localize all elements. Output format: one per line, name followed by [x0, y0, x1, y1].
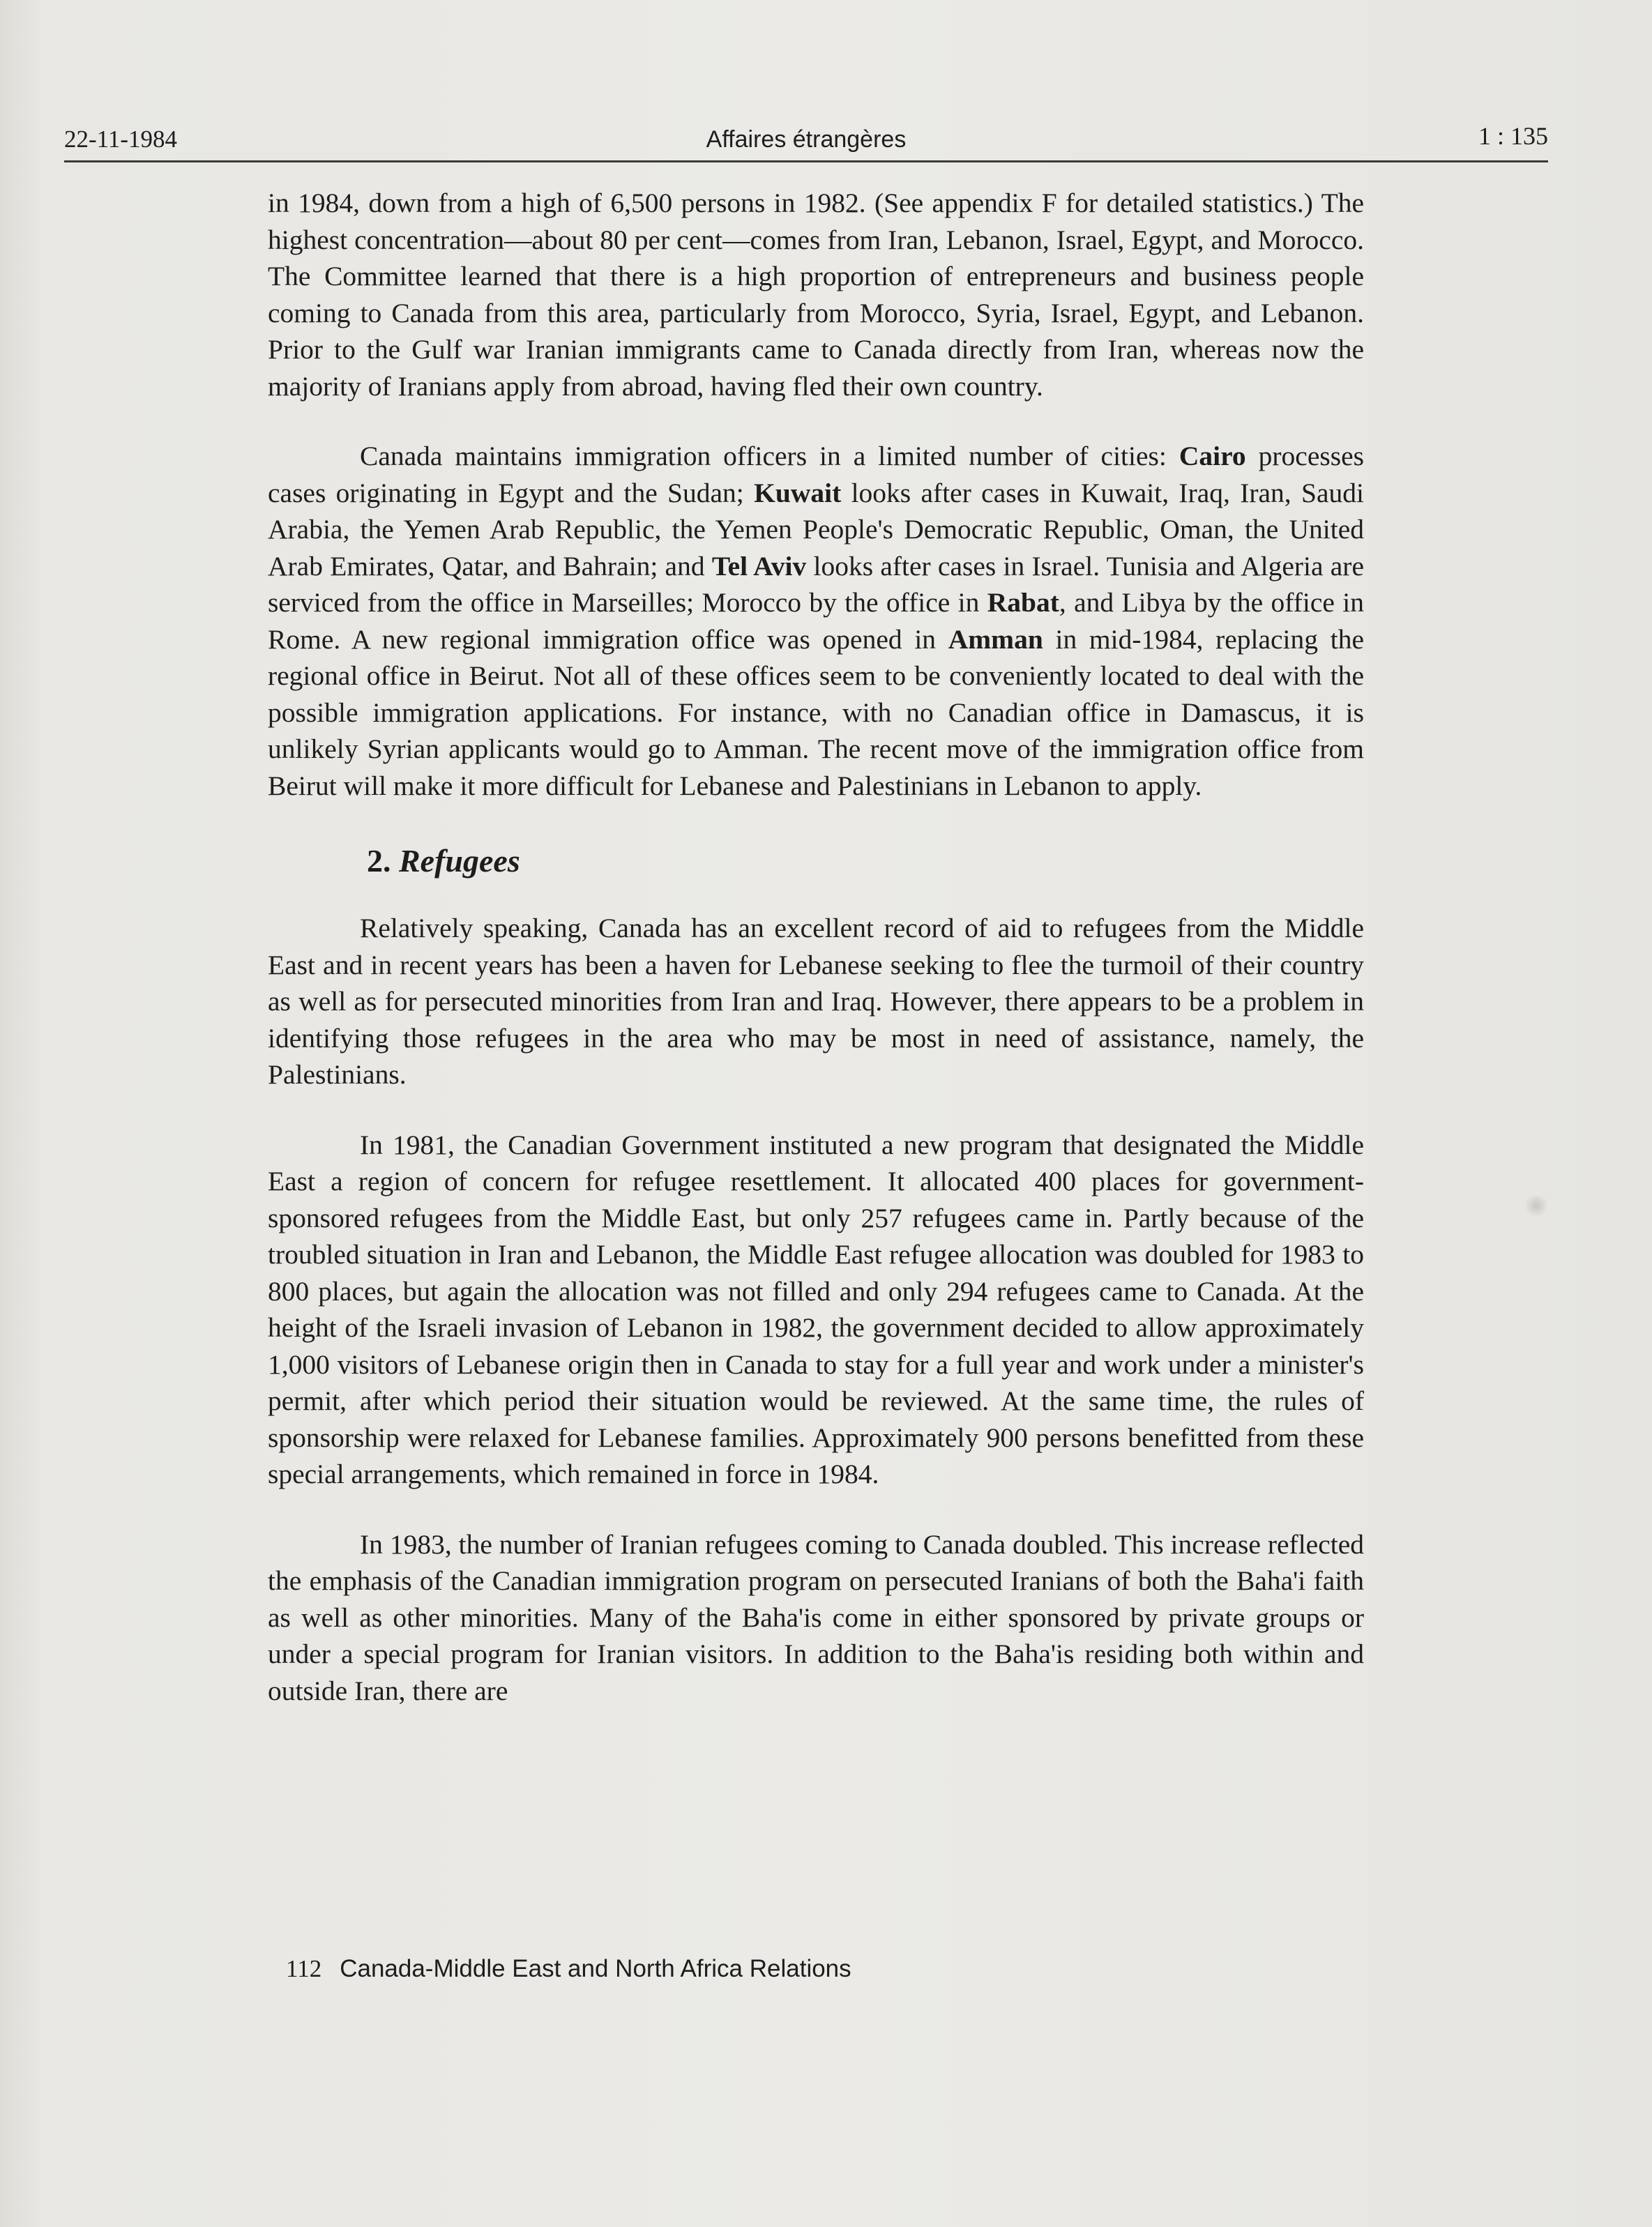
location-cairo: Cairo: [1179, 441, 1246, 471]
paragraph-refugee-program-1981: In 1981, the Canadian Government instituted a new program that designated the Middle East a region of concern for refugee resettlement. It allocated 400 places for government-sponsored refugees from the Middle East, but only 257 refugees came in. Partly because of the troubled situation in Iran and Lebanon, the Middle East refugee allocation was doubled for 1983 to 800 places, but again the allocation was not filled and only 294 refugees came to Canada. At the height of the Israeli invasion of Lebanon in 1982, the government decided to allow approximately 1,000 visitors of Lebanese origin then in Canada to stay for a full year and work under a minister's permit, after which period their situation would be reviewed. At the same time, the rules of sponsorship were relaxed for Lebanese families. Approximately 900 persons benefitted from these special arrangements, which remained in force in 1984.: [268, 1129, 1364, 1489]
paragraph-refugee-record: Relatively speaking, Canada has an excellent record of aid to refugees from the Middle East and in recent years has been a haven for Lebanese seeking to flee the turmoil of their country as well as for persecuted minorities from Iran and Iraq. However, there appears to be a problem in identifying those refugees in the area who may be most in need of assistance, namely, the Palestinians.: [268, 913, 1364, 1090]
paper-blemish: [1524, 1194, 1548, 1217]
paragraph-immigration-statistics: in 1984, down from a high of 6,500 persons in 1982. (See appendix F for detailed statistics.) The highest concentration—about 80 per cent—comes from Iran, Lebanon, Israel, Egypt, and Morocco. The Committee learned that there is a high proportion of entrepreneurs and business people coming to Canada from this area, particularly from Morocco, Syria, Israel, Egypt, and Lebanon. Prior to the Gulf war Iranian immigrants came to Canada directly from Iran, whereas now the majority of Iranians apply from abroad, having fled their own country.: [268, 188, 1364, 402]
footer-page-number: 112: [286, 1955, 322, 1982]
section-heading-refugees: [268, 842, 1364, 881]
location-amman: Amman: [948, 623, 1043, 655]
location-tel-aviv: Tel Aviv: [711, 550, 807, 582]
location-kuwait: Kuwait: [754, 477, 842, 508]
header-title: Affaires étrangères: [706, 126, 907, 153]
header-date: 22-11-1984: [64, 126, 178, 153]
body-text: [268, 185, 1364, 1709]
paragraph-immigration-offices: Canada maintains immigration officers in a limited number of cities: Cairo processes cases originating in Egypt and the Sudan; Kuwait looks after cases in Kuwait, Iraq, Iran, Saudi Arabia, the Yemen Arab Republic, the Yemen People's Democratic Republic, Oman, the United Arab Emirates, Qatar, and Bahrain; and Tel Aviv looks after cases in Israel. Tunisia and Algeria are serviced from the office in Marseilles; Morocco by the office in Rabat, and Libya by the office in Rome. A new regional immigration office was opened in Amman in mid-1984, replacing the regional office in Beirut. Not all of these offices seem to be conveniently located to deal with the possible immigration applications. For instance, with no Canadian office in Damascus, it is unlikely Syrian applicants would go to Amman. The recent move of the immigration office from Beirut will make it more difficult for Lebanese and Palestinians in Lebanon to apply.: [268, 441, 1364, 801]
paragraph-iranian-refugees-1983: In 1983, the number of Iranian refugees coming to Canada doubled. This increase reflected the emphasis of the Canadian immigration program on persecuted Iranians of both the Baha'i faith as well as other minorities. Many of the Baha'is come in either sponsored by private groups or under a special program for Iranian visitors. In addition to the Baha'is residing both within and outside Iran, there are: [268, 1528, 1364, 1706]
running-header: [64, 117, 1548, 162]
section-title: Refugees: [399, 843, 520, 879]
section-number: 2.: [367, 843, 391, 879]
header-page-reference: 1 : 135: [1478, 122, 1548, 150]
footer-title: Canada-Middle East and North Africa Relations: [340, 1955, 851, 1982]
location-rabat: Rabat: [987, 587, 1059, 618]
running-footer: [286, 1955, 851, 1983]
